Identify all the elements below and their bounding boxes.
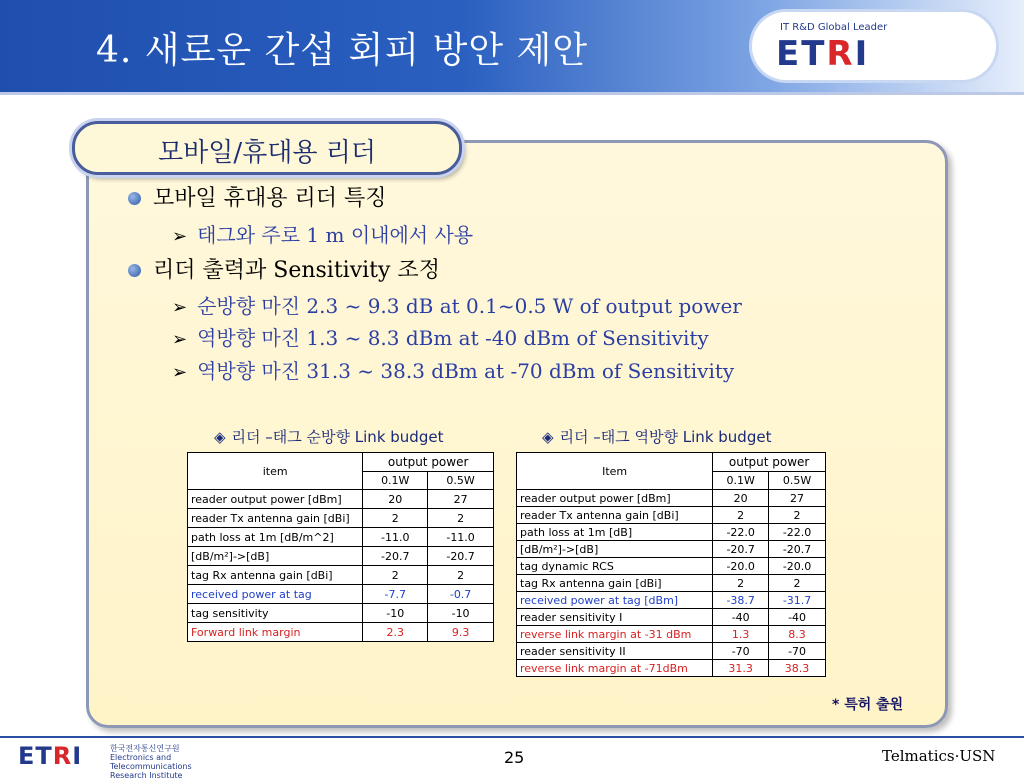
reverse-table-caption-text: 리더 –태그 역방향 Link budget <box>559 428 772 446</box>
table-row <box>188 623 494 642</box>
sub-bullet-2-3-text: 역방향 마진 31.3 ~ 38.3 dBm at -70 dBm of Sensitivity <box>197 359 735 383</box>
row-value-2: 2 <box>428 509 494 528</box>
sub-bullet-2-2-text: 역방향 마진 1.3 ~ 8.3 dBm at -40 dBm of Sensitivity <box>197 326 709 350</box>
row-value-1: 2 <box>713 575 769 592</box>
row-value-2: 2 <box>769 507 826 524</box>
table-header-row <box>188 453 494 472</box>
table-row <box>517 541 826 558</box>
arrow-bullet-icon: ➢ <box>172 226 188 247</box>
arrow-bullet-icon: ➢ <box>172 297 188 318</box>
table-row <box>517 575 826 592</box>
table-row <box>188 490 494 509</box>
bullet-1-text: 모바일 휴대용 리더 특징 <box>153 186 387 211</box>
footer-divider <box>0 736 1024 738</box>
table-row <box>188 585 494 604</box>
row-value-1: -20.7 <box>363 547 428 566</box>
header-output-power: output power <box>713 453 826 472</box>
row-value-1: -10 <box>363 604 428 623</box>
row-value-2: -31.7 <box>769 592 826 609</box>
row-label: tag dynamic RCS <box>517 558 713 575</box>
table-header-row <box>517 453 826 472</box>
row-value-1: -20.0 <box>713 558 769 575</box>
row-value-1: 2 <box>363 509 428 528</box>
header-col-2: 0.5W <box>769 471 826 490</box>
bullet-dot-icon <box>128 264 141 277</box>
footer-course-label: Telmatics·USN <box>882 747 996 765</box>
row-value-1: 2.3 <box>363 623 428 642</box>
table-row <box>188 604 494 623</box>
table-row <box>188 566 494 585</box>
row-value-2: -20.7 <box>769 541 826 558</box>
reverse-table-body <box>517 490 826 677</box>
row-value-1: 20 <box>363 490 428 509</box>
row-value-1: 2 <box>713 507 769 524</box>
bullet-2 <box>128 253 440 284</box>
table-row <box>517 592 826 609</box>
header-item: Item <box>517 453 713 490</box>
sub-bullet-2-1-text: 순방향 마진 2.3 ~ 9.3 dB at 0.1~0.5 W of output power <box>197 294 742 318</box>
logo-wordmark: ETRI <box>776 34 870 74</box>
row-label: received power at tag [dBm] <box>517 592 713 609</box>
diamond-icon: ◈ <box>542 428 554 446</box>
row-value-1: -70 <box>713 643 769 660</box>
forward-table-caption <box>214 426 443 447</box>
forward-table-body <box>188 490 494 642</box>
etri-logo <box>752 12 996 80</box>
row-value-2: 27 <box>769 490 826 507</box>
diamond-icon: ◈ <box>214 428 226 446</box>
sub-bullet-1-1-text: 태그와 주로 1 m 이내에서 사용 <box>197 223 474 247</box>
sub-bullet-2-3 <box>172 355 734 384</box>
forward-table-caption-text: 리더 –태그 순방향 Link budget <box>231 428 444 446</box>
row-label: reverse link margin at -31 dBm <box>517 626 713 643</box>
row-value-2: -11.0 <box>428 528 494 547</box>
arrow-bullet-icon: ➢ <box>172 329 188 350</box>
row-label: tag Rx antenna gain [dBi] <box>517 575 713 592</box>
row-label: received power at tag <box>188 585 363 604</box>
row-value-1: 31.3 <box>713 660 769 677</box>
row-label: [dB/m²]->[dB] <box>188 547 363 566</box>
footer-etri-logo: ETRI <box>18 742 83 770</box>
row-value-1: -22.0 <box>713 524 769 541</box>
slide-title: 4. 새로운 간섭 회피 방안 제안 <box>96 30 589 71</box>
row-value-1: 1.3 <box>713 626 769 643</box>
row-value-2: 2 <box>428 566 494 585</box>
table-row <box>188 528 494 547</box>
row-value-1: -40 <box>713 609 769 626</box>
table-row <box>517 490 826 507</box>
row-value-2: -70 <box>769 643 826 660</box>
row-value-2: -0.7 <box>428 585 494 604</box>
page-number: 25 <box>504 748 525 767</box>
table-row <box>517 643 826 660</box>
row-value-2: 8.3 <box>769 626 826 643</box>
arrow-bullet-icon: ➢ <box>172 362 188 383</box>
reverse-table-caption <box>542 426 771 447</box>
row-value-1: -11.0 <box>363 528 428 547</box>
header-col-1: 0.1W <box>713 471 769 490</box>
sub-bullet-2-2 <box>172 322 709 351</box>
row-label: tag Rx antenna gain [dBi] <box>188 566 363 585</box>
table-row <box>517 558 826 575</box>
table-row <box>517 507 826 524</box>
row-label: reader output power [dBm] <box>188 490 363 509</box>
header-divider <box>0 92 1024 95</box>
row-label: tag sensitivity <box>188 604 363 623</box>
table-row <box>517 609 826 626</box>
patent-note: * 특허 출원 <box>832 697 904 713</box>
row-value-2: -22.0 <box>769 524 826 541</box>
table-row <box>188 509 494 528</box>
row-value-2: 2 <box>769 575 826 592</box>
row-value-1: -38.7 <box>713 592 769 609</box>
table-row <box>517 660 826 677</box>
section-title-pill <box>72 121 462 175</box>
row-value-1: 2 <box>363 566 428 585</box>
table-row <box>517 626 826 643</box>
row-label: reader sensitivity I <box>517 609 713 626</box>
header-item: item <box>188 453 363 490</box>
row-label: reverse link margin at -71dBm <box>517 660 713 677</box>
row-label: reader Tx antenna gain [dBi] <box>517 507 713 524</box>
row-label: reader Tx antenna gain [dBi] <box>188 509 363 528</box>
bullet-1 <box>128 181 387 212</box>
bullet-2-text: 리더 출력과 Sensitivity 조정 <box>153 258 440 283</box>
row-value-2: -20.7 <box>428 547 494 566</box>
row-label: reader output power [dBm] <box>517 490 713 507</box>
row-label: path loss at 1m [dB/m^2] <box>188 528 363 547</box>
section-title: 모바일/휴대용 리더 <box>158 138 376 168</box>
table-row <box>517 524 826 541</box>
header-col-1: 0.1W <box>363 471 428 490</box>
sub-bullet-1-1 <box>172 219 473 248</box>
row-label: Forward link margin <box>188 623 363 642</box>
logo-tagline: IT R&D Global Leader <box>780 22 888 33</box>
table-row <box>188 547 494 566</box>
row-value-1: -20.7 <box>713 541 769 558</box>
footer-institute: 한국전자통신연구원 Electronics and Telecommunications Research Institute <box>110 744 192 780</box>
row-value-2: 38.3 <box>769 660 826 677</box>
row-label: reader sensitivity II <box>517 643 713 660</box>
row-label: [dB/m²]->[dB] <box>517 541 713 558</box>
row-value-1: -7.7 <box>363 585 428 604</box>
row-label: path loss at 1m [dB] <box>517 524 713 541</box>
slide-header <box>0 0 1024 92</box>
sub-bullet-2-1 <box>172 290 742 319</box>
row-value-2: -20.0 <box>769 558 826 575</box>
header-col-2: 0.5W <box>428 471 494 490</box>
reverse-link-budget-table <box>516 452 826 677</box>
row-value-2: -10 <box>428 604 494 623</box>
forward-link-budget-table <box>187 452 494 642</box>
bullet-dot-icon <box>128 192 141 205</box>
header-output-power: output power <box>363 453 494 472</box>
row-value-1: 20 <box>713 490 769 507</box>
row-value-2: -40 <box>769 609 826 626</box>
row-value-2: 27 <box>428 490 494 509</box>
row-value-2: 9.3 <box>428 623 494 642</box>
